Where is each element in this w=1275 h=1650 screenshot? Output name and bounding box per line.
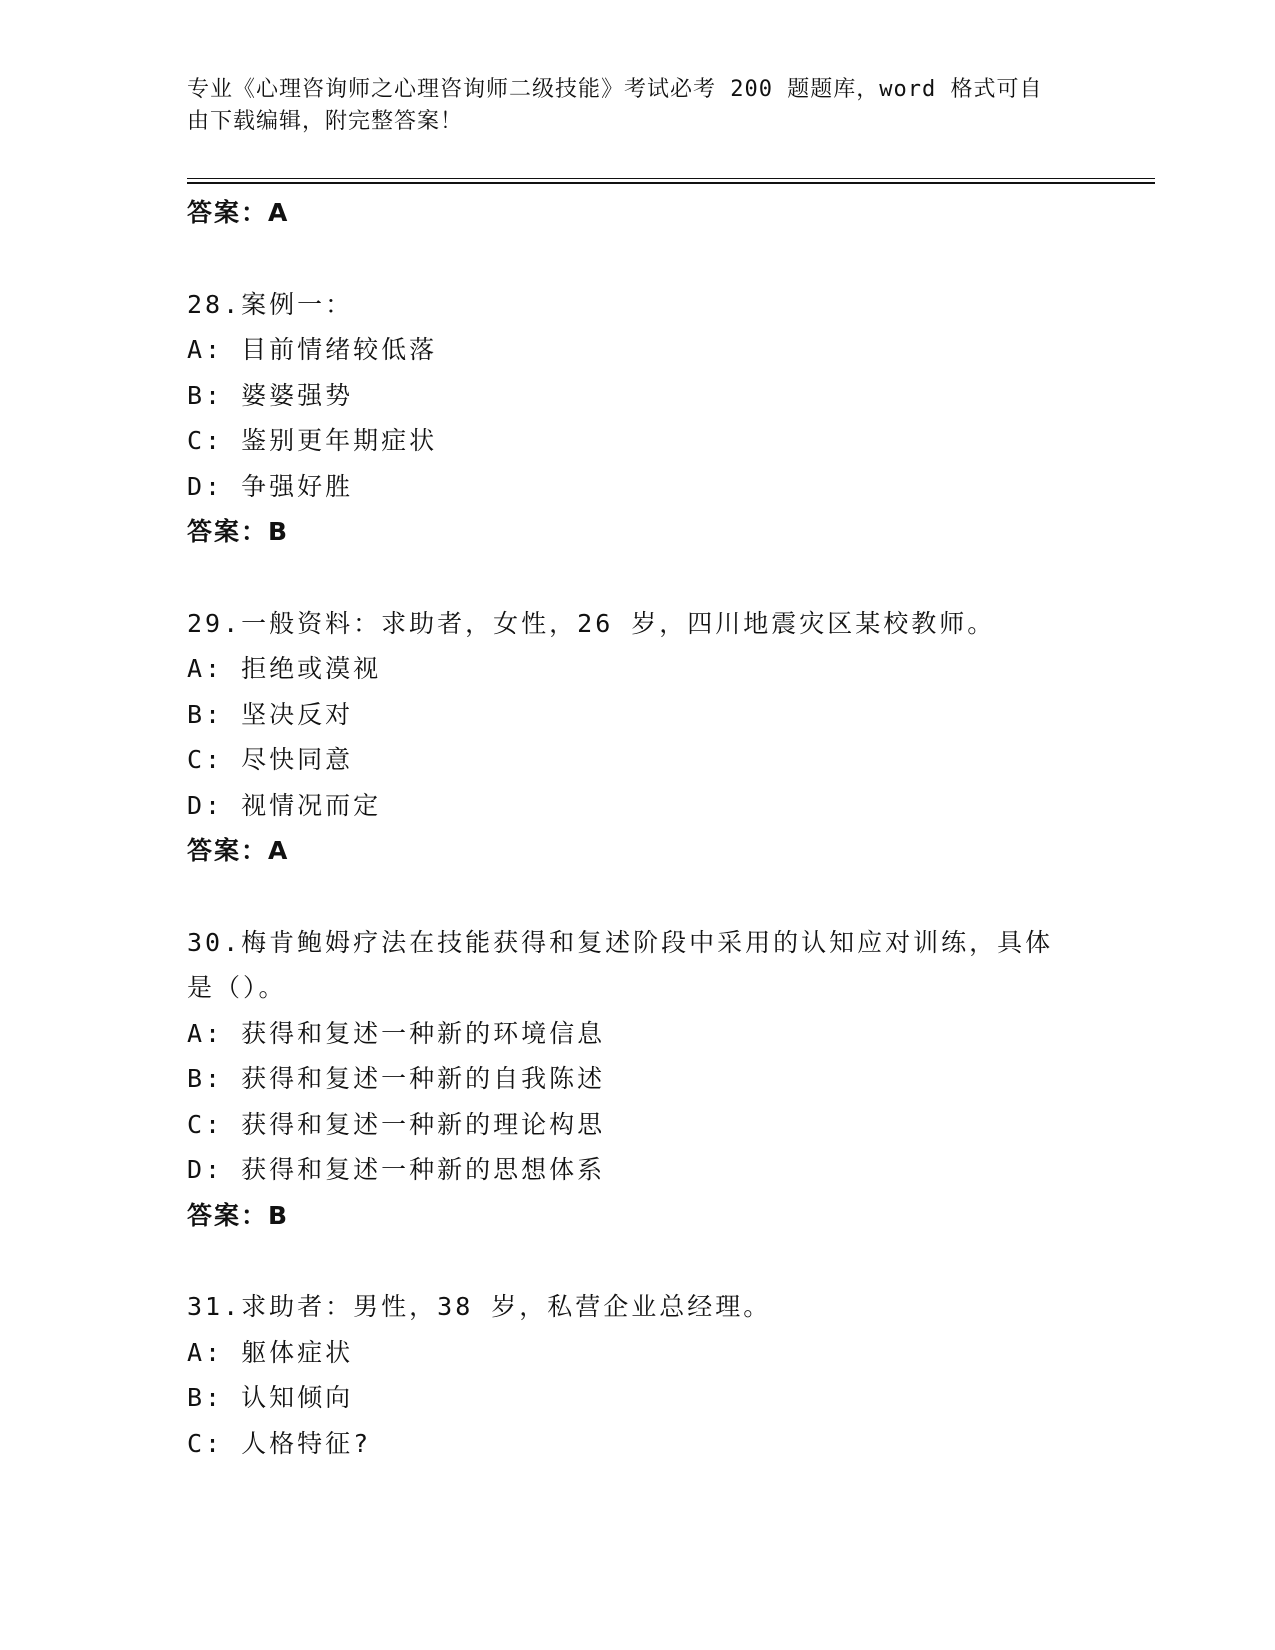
option-c: C: 鉴别更年期症状 <box>187 426 438 455</box>
answer-line: 答案：B <box>187 1200 290 1230</box>
question-list <box>187 190 1087 1466</box>
spacer <box>187 874 1087 920</box>
option-b: B: 婆婆强势 <box>187 380 354 410</box>
question-block <box>187 920 1087 1239</box>
question-stem: 30.梅肯鲍姆疗法在技能获得和复述阶段中采用的认知应对训练，具体 <box>187 927 1054 957</box>
question-block <box>187 1284 1087 1466</box>
option-a: A: 目前情绪较低落 <box>187 335 438 364</box>
header-line-1: 专业《心理咨询师之心理咨询师二级技能》考试必考 200 题题库，word 格式可自 <box>187 77 1043 102</box>
answer-line: 答案：A <box>187 198 290 227</box>
question-stem: 31.求助者：男性，38 岁，私营企业总经理。 <box>187 1292 772 1321</box>
option-a: A: 躯体症状 <box>187 1337 354 1367</box>
question-stem-continued: 是（）。 <box>187 973 287 1002</box>
spacer <box>187 236 1087 282</box>
option-c: C: 获得和复述一种新的理论构思 <box>187 1109 606 1139</box>
option-b: B: 坚决反对 <box>187 699 354 729</box>
header-line-2: 由下载编辑，附完整答案！ <box>187 109 464 134</box>
spacer <box>187 555 1087 601</box>
question-stem: 29.一般资料：求助者，女性，26 岁，四川地震灾区某校教师。 <box>187 608 996 638</box>
answer-line: 答案：A <box>187 836 290 865</box>
document-header <box>187 74 1067 138</box>
option-a: A: 获得和复述一种新的环境信息 <box>187 1018 606 1048</box>
header-divider-thick <box>187 182 1155 184</box>
option-d: D: 视情况而定 <box>187 790 382 820</box>
option-b: B: 认知倾向 <box>187 1383 354 1412</box>
question-block <box>187 282 1087 555</box>
option-d: D: 争强好胜 <box>187 471 354 501</box>
option-a: A: 拒绝或漠视 <box>187 654 382 683</box>
header-divider-thin <box>187 178 1155 179</box>
question-block <box>187 601 1087 874</box>
spacer <box>187 1238 1087 1284</box>
option-c: C: 人格特征? <box>187 1428 372 1458</box>
question-stem: 28.案例一： <box>187 289 354 319</box>
option-b: B: 获得和复述一种新的自我陈述 <box>187 1064 606 1093</box>
answer-line: 答案：B <box>187 517 290 546</box>
option-d: D: 获得和复述一种新的思想体系 <box>187 1155 606 1184</box>
option-c: C: 尽快同意 <box>187 745 354 774</box>
